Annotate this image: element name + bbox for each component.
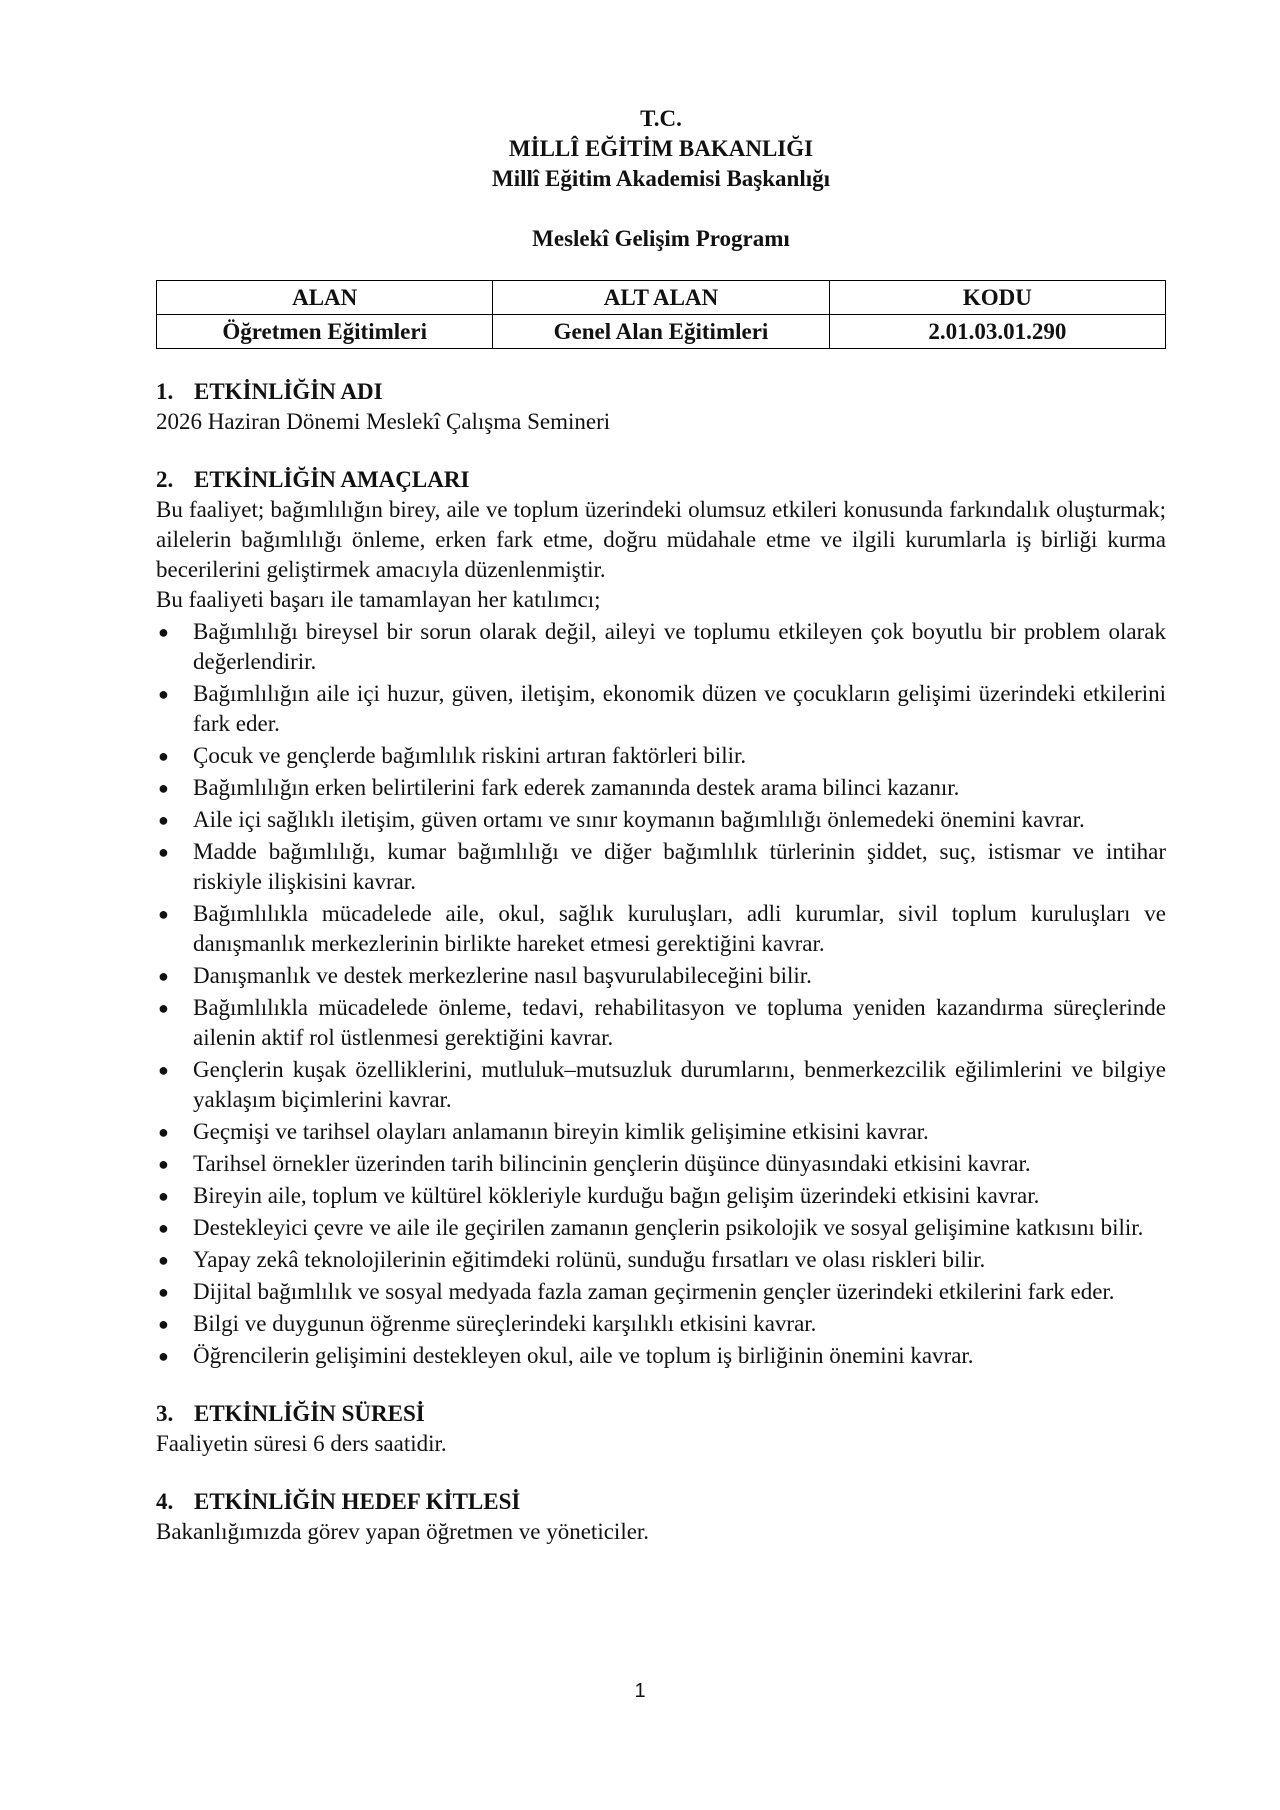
list-item: ● Bireyin aile, toplum ve kültürel kökleriyle kurduğu bağın gelişim üzerindeki etkisini kavrar. <box>156 1181 1166 1211</box>
section-text: 2026 Haziran Dönemi Meslekî Çalışma Semineri <box>156 409 611 434</box>
list-item: ● Tarihsel örnekler üzerinden tarih bilincinin gençlerin düşünce dünyasındaki etkisini kavrar. <box>156 1149 1166 1179</box>
list-item: ● Çocuk ve gençlerde bağımlılık riskini artıran faktörleri bilir. <box>156 741 1166 771</box>
bullet-icon: ● <box>158 966 169 986</box>
section-title <box>156 1399 1166 1429</box>
list-item: ● Geçmişi ve tarihsel olayları anlamanın bireyin kimlik gelişimine etkisini kavrar. <box>156 1117 1166 1147</box>
section-number: 4. <box>156 1489 174 1514</box>
section-number: 3. <box>156 1401 174 1426</box>
bullet-icon: ● <box>158 842 169 862</box>
program-title: Meslekî Gelişim Programı <box>532 226 790 251</box>
section-heading: ETKİNLİĞİN AMAÇLARI <box>194 467 470 492</box>
list-item: ● Dijital bağımlılık ve sosyal medyada fazla zaman geçirmenin gençler üzerindeki etkilerini fark eder. <box>156 1277 1166 1307</box>
bullet-icon: ● <box>158 998 169 1018</box>
list-item: ● Bağımlılıkla mücadelede aile, okul, sağlık kuruluşları, adli kurumlar, sivil toplum kuruluşları ve danışmanlık merkezlerinin birlikte hareket etmesi gerektiğini kavrar. <box>158 901 1166 956</box>
section-title <box>156 1487 1166 1517</box>
meta-header-alt-alan: ALT ALAN <box>493 281 829 315</box>
section-number: 1. <box>156 379 174 404</box>
list-item: ● Öğrencilerin gelişimini destekleyen okul, aile ve toplum iş birliğinin önemini kavrar. <box>156 1341 1166 1371</box>
meta-value-alan: Öğretmen Eğitimleri <box>157 315 493 349</box>
header-line-2: MİLLÎ EĞİTİM BAKANLIĞI <box>508 136 814 161</box>
section-activity-goals <box>156 465 1166 1371</box>
section-number: 2. <box>156 467 174 492</box>
bullet-icon: ● <box>158 1346 169 1366</box>
section-activity-duration <box>156 1399 1166 1459</box>
page-number: 1 <box>634 1680 646 1702</box>
list-item: ● Yapay zekâ teknolojilerinin eğitimdeki rolünü, sunduğu fırsatları ve olası riskleri bilir. <box>156 1245 1166 1275</box>
meta-table <box>156 280 1166 349</box>
list-item: ● Bağımlılıkla mücadelede önleme, tedavi, rehabilitasyon ve topluma yeniden kazandırma süreçlerinde ailenin aktif rol üstlenmesi gerektiğini kavrar. <box>158 995 1166 1050</box>
meta-value-kodu: 2.01.03.01.290 <box>829 315 1165 349</box>
section-title <box>156 377 1166 407</box>
meta-value-alt-alan: Genel Alan Eğitimleri <box>493 315 829 349</box>
bullet-icon: ● <box>158 810 169 830</box>
bullet-icon: ● <box>158 1282 169 1302</box>
bullet-icon: ● <box>158 904 169 924</box>
goals-list <box>156 617 1166 1371</box>
list-item: ● Destekleyici çevre ve aile ile geçirilen zamanın gençlerin psikolojik ve sosyal gelişimine katkısını bilir. <box>156 1213 1166 1243</box>
document-header <box>156 104 1166 194</box>
meta-table-header-row <box>157 281 1166 315</box>
list-item: ● Madde bağımlılığı, kumar bağımlılığı ve diğer bağımlılık türlerinin şiddet, suç, istismar ve intihar riskiyle ilişkisini kavrar. <box>158 839 1166 894</box>
meta-header-alan: ALAN <box>157 281 493 315</box>
list-item: ● Bağımlılığı bireysel bir sorun olarak değil, aileyi ve toplumu etkileyen çok boyutlu bir problem olarak değerlendirir. <box>158 619 1166 674</box>
list-item: ● Danışmanlık ve destek merkezlerine nasıl başvurulabileceğini bilir. <box>156 961 1166 991</box>
section-target-audience <box>156 1487 1166 1547</box>
section-text: Faaliyetin süresi 6 ders saatidir. <box>156 1431 447 1456</box>
list-item: ● Bağımlılığın erken belirtilerini fark ederek zamanında destek arama bilinci kazanır. <box>156 773 1166 803</box>
bullet-icon: ● <box>158 1186 169 1206</box>
section-heading: ETKİNLİĞİN SÜRESİ <box>194 1401 425 1426</box>
header-line-3: Millî Eğitim Akademisi Başkanlığı <box>491 166 831 191</box>
bullet-icon: ● <box>158 622 169 642</box>
list-item: ● Aile içi sağlıklı iletişim, güven ortamı ve sınır koymanın bağımlılığı önlemedeki önemini kavrar. <box>156 805 1166 835</box>
section-heading: ETKİNLİĞİN HEDEF KİTLESİ <box>194 1489 521 1514</box>
bullet-icon: ● <box>158 1250 169 1270</box>
bullet-icon: ● <box>158 1314 169 1334</box>
bullet-icon: ● <box>158 684 169 704</box>
section-text: Bakanlığımızda görev yapan öğretmen ve yöneticiler. <box>156 1519 650 1544</box>
bullet-icon: ● <box>158 746 169 766</box>
bullet-icon: ● <box>158 1060 169 1080</box>
list-item: ● Bilgi ve duygunun öğrenme süreçlerindeki karşılıklı etkisini kavrar. <box>156 1309 1166 1339</box>
meta-table-value-row <box>157 315 1166 349</box>
bullet-icon: ● <box>158 778 169 798</box>
section-title <box>156 465 1166 495</box>
document-page <box>156 104 1166 1547</box>
section-text: Bu faaliyet; bağımlılığın birey, aile ve toplum üzerindeki olumsuz etkileri konusunda farkındalık oluşturmak; ailelerin bağımlılığı önleme, erken fark etme, doğru müdahale etme ve ilgili kurumlarla iş birliği kurma becerilerini geliştirmek amacıyla düzenlenmiştir. <box>156 497 1166 582</box>
meta-header-kodu: KODU <box>829 281 1165 315</box>
list-item: ● Bağımlılığın aile içi huzur, güven, iletişim, ekonomik düzen ve çocukların gelişimi üzerindeki etkilerini fark eder. <box>158 681 1166 736</box>
section-heading: ETKİNLİĞİN ADI <box>194 379 383 404</box>
section-intro: Bu faaliyeti başarı ile tamamlayan her katılımcı; <box>156 587 601 612</box>
section-activity-name <box>156 377 1166 437</box>
bullet-icon: ● <box>158 1218 169 1238</box>
bullet-icon: ● <box>158 1154 169 1174</box>
bullet-icon: ● <box>158 1122 169 1142</box>
header-line-1: T.C. <box>640 106 682 131</box>
list-item: ● Gençlerin kuşak özelliklerini, mutluluk–mutsuzluk durumlarını, benmerkezcilik eğilimlerini ve bilgiye yaklaşım biçimlerini kavrar. <box>158 1057 1166 1112</box>
